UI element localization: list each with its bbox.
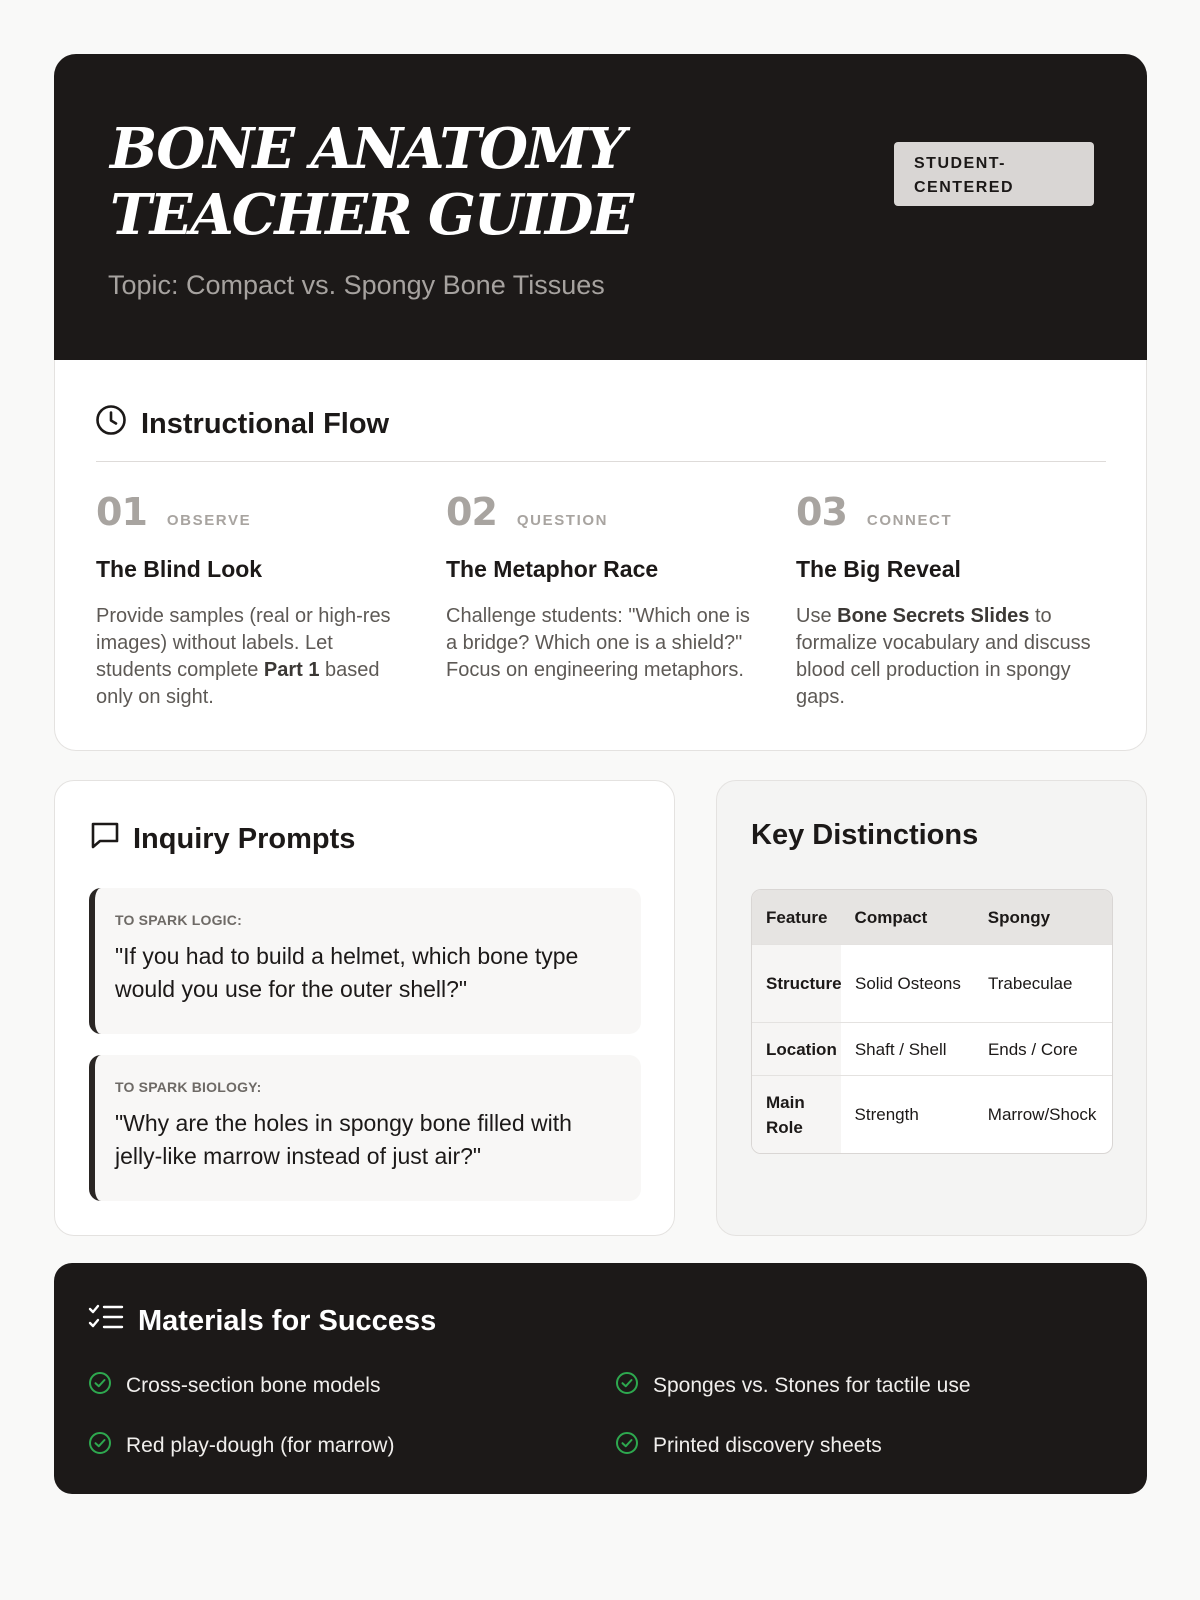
speech-bubble-icon [89,819,121,859]
prompt-text: "Why are the holes in spongy bone filled with jelly-like marrow instead of just air?" [115,1110,572,1169]
material-item [88,1431,394,1461]
table-cell: Solid Osteons [855,974,961,993]
table-cell: Shaft / Shell [854,1039,947,1059]
table-header-row [752,890,1112,944]
page-title [110,116,632,248]
step-tag: OBSERVE [166,512,252,529]
column-header: Feature [766,907,828,927]
clock-icon [95,404,127,444]
key-distinctions-heading: Key Distinctions [751,819,979,851]
step-number: 02 [446,490,497,534]
material-item [615,1431,882,1461]
check-circle-icon [615,1371,639,1401]
prompt-logic [89,888,641,1034]
table-cell: Main Role [752,1076,841,1153]
step-description: Use Bone Secrets Slides to formalize vocabulary and discuss blood cell production in spongy gaps. [796,605,1091,708]
material-label: Red play-dough (for marrow) [126,1434,395,1457]
material-label: Sponges vs. Stones for tactile use [653,1374,971,1397]
step-tag: QUESTION [516,512,609,529]
material-item [88,1371,380,1401]
inquiry-prompts-card [54,780,675,1236]
guide-header [54,54,1147,360]
step-question [446,490,766,684]
inquiry-prompts-heading [89,819,355,859]
topic-subtitle: Topic: Compact vs. Spongy Bone Tissues [108,270,605,300]
prompt-biology [89,1055,641,1201]
column-header: Compact [854,907,928,927]
key-distinctions-card [716,780,1147,1236]
materials-heading [88,1301,436,1341]
instructional-flow-section [54,360,1147,751]
table-cell: Location [752,1023,841,1075]
instructional-flow-title: Instructional Flow [141,407,390,440]
material-item [615,1371,971,1401]
title-line-1: BONE ANATOMY [110,116,624,182]
step-description: Challenge students: "Which one is a bridge? Which one is a shield?" Focus on engineering metaphors. [446,605,750,681]
table-cell: Trabeculae [988,974,1073,993]
prompt-label: TO SPARK LOGIC: [115,912,242,928]
step-number: 03 [796,490,847,534]
prompt-text: "If you had to build a helmet, which bone type would you use for the outer shell?" [115,943,579,1002]
table-row [752,944,1112,1022]
table-row [752,1022,1112,1075]
instructional-flow-heading [95,404,389,444]
step-connect [796,490,1116,711]
student-centered-badge: STUDENT-CENTERED [894,142,1094,206]
column-header: Spongy [987,907,1051,927]
check-circle-icon [88,1371,112,1401]
flow-divider [96,461,1106,462]
materials-section [54,1263,1147,1494]
table-row [752,1075,1112,1153]
step-tag: CONNECT [866,512,953,529]
table-cell: Marrow/Shock [987,1105,1097,1124]
step-description: Provide samples (real or high-res images) without labels. Let students complete Part 1 based only on sight. [96,605,391,708]
check-circle-icon [88,1431,112,1461]
step-title: The Metaphor Race [446,556,659,582]
step-number: 01 [96,490,147,534]
materials-title: Materials for Success [138,1304,437,1337]
check-circle-icon [615,1431,639,1461]
material-label: Printed discovery sheets [653,1434,882,1457]
distinctions-table [751,889,1113,1154]
title-line-2: TEACHER GUIDE [110,182,633,248]
material-label: Cross-section bone models [126,1374,381,1397]
prompt-label: TO SPARK BIOLOGY: [115,1079,262,1095]
step-observe [96,490,416,711]
inquiry-prompts-title: Inquiry Prompts [133,822,356,855]
checklist-icon [88,1301,124,1341]
step-title: The Blind Look [96,556,263,582]
table-cell: Ends / Core [987,1039,1078,1059]
step-title: The Big Reveal [796,556,961,582]
table-cell: Strength [854,1105,919,1124]
table-cell: Structure [752,945,841,1022]
